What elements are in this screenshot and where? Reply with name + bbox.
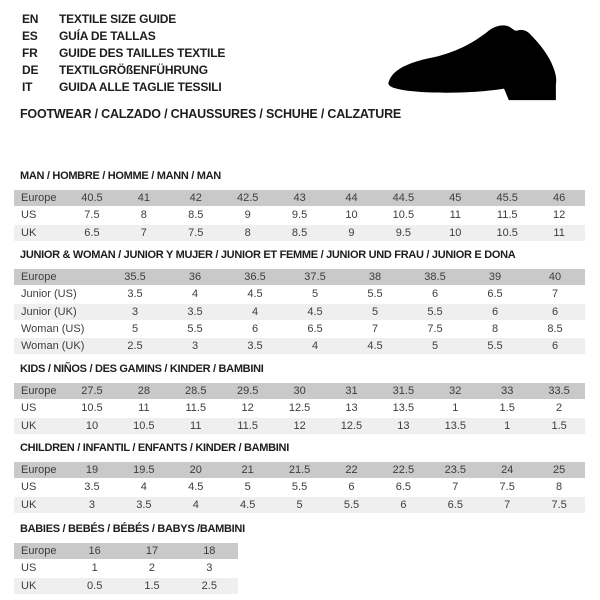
size-cell: 8.5 bbox=[547, 322, 563, 335]
size-cell: 4 bbox=[192, 498, 199, 511]
section-title: JUNIOR & WOMAN / JUNIOR Y MUJER / JUNIOR ET FEMME / JUNIOR UND FRAU / JUNIOR E DONA bbox=[20, 249, 516, 261]
language-row-de bbox=[22, 62, 225, 79]
size-cell: 40.5 bbox=[81, 192, 103, 204]
size-cell: 17 bbox=[145, 545, 159, 557]
size-cell: 6.5 bbox=[447, 498, 463, 511]
size-cell: 42.5 bbox=[236, 192, 259, 204]
size-cell: 2 bbox=[556, 402, 563, 415]
language-code: IT bbox=[22, 80, 33, 94]
size-cell: 3 bbox=[88, 498, 96, 511]
size-table-children bbox=[14, 462, 585, 514]
size-cell: 5 bbox=[431, 340, 439, 353]
size-cell: 5.5 bbox=[343, 498, 360, 511]
table-row bbox=[14, 321, 585, 338]
size-cell: 1.5 bbox=[144, 579, 160, 592]
size-cell: 10.5 bbox=[392, 209, 415, 222]
size-cell: 9 bbox=[348, 226, 355, 239]
size-cell: 12.5 bbox=[340, 419, 363, 432]
size-cell: 3.5 bbox=[136, 498, 152, 511]
table-header-row bbox=[14, 269, 585, 286]
size-cell: 8 bbox=[140, 209, 147, 222]
language-code: ES bbox=[22, 29, 38, 43]
language-label: GUIDA ALLE TAGLIE TESSILI bbox=[59, 80, 222, 94]
size-cell: 13.5 bbox=[444, 419, 466, 432]
size-cell: 44.5 bbox=[392, 192, 415, 204]
size-cell: 4 bbox=[140, 481, 147, 494]
size-cell: 3.5 bbox=[247, 340, 263, 353]
size-cell: 41 bbox=[137, 192, 150, 204]
size-cell: 46 bbox=[552, 192, 566, 204]
size-cell: 2.5 bbox=[127, 340, 143, 353]
size-cell: 4 bbox=[251, 305, 259, 318]
size-cell: 18 bbox=[203, 545, 216, 557]
size-cell: 11 bbox=[138, 402, 150, 415]
size-cell: 12 bbox=[241, 402, 254, 415]
size-cell: 11 bbox=[449, 209, 461, 222]
size-cell: 11.5 bbox=[237, 419, 258, 432]
size-cell: 12 bbox=[293, 419, 306, 432]
table-header-row bbox=[14, 383, 585, 400]
language-code: FR bbox=[22, 46, 38, 60]
size-cell: 11 bbox=[190, 419, 202, 432]
size-cell: 10 bbox=[345, 209, 358, 222]
size-cell: 5 bbox=[311, 288, 319, 301]
table-row bbox=[14, 578, 238, 595]
size-cell: 5 bbox=[131, 322, 139, 335]
table-header-row bbox=[14, 190, 585, 207]
size-cell: 11 bbox=[553, 226, 565, 239]
size-cell: 7.5 bbox=[84, 209, 100, 222]
row-label: US bbox=[21, 209, 37, 222]
row-label: Woman (US) bbox=[21, 322, 85, 335]
size-cell: 8 bbox=[556, 481, 563, 494]
language-row-it bbox=[22, 79, 225, 96]
language-label: TEXTILGRÖßENFÜHRUNG bbox=[59, 63, 208, 77]
size-cell: 8 bbox=[244, 226, 251, 239]
size-cell: 10 bbox=[449, 226, 462, 239]
size-cell: 1.5 bbox=[551, 419, 567, 432]
size-cell: 4.5 bbox=[240, 498, 256, 511]
size-cell: 5 bbox=[244, 481, 251, 494]
size-cell: 12.5 bbox=[288, 402, 311, 415]
language-code: EN bbox=[22, 12, 39, 26]
table-row bbox=[14, 400, 585, 417]
size-cell: 22 bbox=[345, 464, 358, 476]
section-babies bbox=[14, 523, 245, 595]
table-header-row bbox=[14, 543, 238, 560]
size-cell: 3.5 bbox=[127, 288, 143, 301]
size-cell: 2.5 bbox=[201, 579, 217, 592]
row-label: UK bbox=[21, 226, 37, 239]
size-cell: 21.5 bbox=[288, 464, 311, 476]
section-children bbox=[14, 442, 585, 514]
size-cell: 33.5 bbox=[548, 385, 570, 397]
size-cell: 45.5 bbox=[496, 192, 518, 204]
table-row bbox=[14, 418, 585, 435]
language-list bbox=[22, 11, 225, 96]
table-row bbox=[14, 338, 585, 355]
size-cell: 42 bbox=[189, 192, 202, 204]
row-label: US bbox=[21, 562, 37, 575]
size-cell: 2 bbox=[148, 562, 156, 575]
size-cell: 11.5 bbox=[496, 209, 518, 222]
size-cell: 10.5 bbox=[81, 402, 103, 415]
size-cell: 8.5 bbox=[291, 226, 308, 239]
size-cell: 4.5 bbox=[247, 288, 263, 301]
table-row bbox=[14, 225, 585, 242]
size-table-babies bbox=[14, 543, 238, 595]
size-cell: 4 bbox=[191, 288, 199, 301]
size-cell: 23.5 bbox=[444, 464, 466, 476]
size-cell: 30 bbox=[293, 385, 306, 397]
language-row-es bbox=[22, 28, 225, 45]
table-header-row bbox=[14, 462, 585, 479]
size-table-kids bbox=[14, 383, 585, 435]
size-cell: 9 bbox=[244, 209, 251, 222]
size-cell: 6.5 bbox=[84, 226, 100, 239]
size-cell: 7.5 bbox=[551, 498, 567, 511]
size-cell: 5.5 bbox=[187, 322, 203, 335]
language-row-fr bbox=[22, 45, 225, 62]
size-cell: 24 bbox=[501, 464, 514, 476]
size-cell: 4.5 bbox=[367, 340, 383, 353]
size-cell: 10 bbox=[85, 419, 99, 432]
row-label: UK bbox=[21, 498, 37, 511]
size-cell: 31.5 bbox=[392, 385, 415, 397]
size-cell: 20 bbox=[189, 464, 202, 476]
size-cell: 5.5 bbox=[291, 481, 308, 494]
size-cell: 4.5 bbox=[188, 481, 204, 494]
size-cell: 9.5 bbox=[291, 209, 308, 222]
size-cell: 38.5 bbox=[424, 271, 446, 283]
size-cell: 6 bbox=[491, 305, 499, 318]
section-junior-woman bbox=[14, 249, 585, 355]
row-label: Europe bbox=[21, 464, 57, 476]
size-cell: 12 bbox=[552, 209, 566, 222]
row-label: Junior (UK) bbox=[21, 305, 77, 318]
size-cell: 5 bbox=[371, 305, 379, 318]
size-cell: 16 bbox=[88, 545, 101, 557]
size-cell: 3 bbox=[191, 340, 199, 353]
language-code: DE bbox=[22, 63, 39, 77]
table-row bbox=[14, 497, 585, 514]
size-cell: 27.5 bbox=[81, 385, 103, 397]
language-label: GUÍA DE TALLAS bbox=[59, 29, 156, 43]
size-cell: 1 bbox=[452, 402, 459, 415]
size-cell: 8.5 bbox=[188, 209, 204, 222]
language-row-en bbox=[22, 11, 225, 28]
row-label: Europe bbox=[21, 385, 57, 397]
size-cell: 28.5 bbox=[185, 385, 207, 397]
size-cell: 0.5 bbox=[87, 579, 103, 592]
size-cell: 35.5 bbox=[124, 271, 146, 283]
size-cell: 10.5 bbox=[496, 226, 518, 239]
size-cell: 4 bbox=[311, 340, 319, 353]
row-label: Europe bbox=[21, 271, 57, 283]
section-kids bbox=[14, 363, 585, 435]
size-cell: 11.5 bbox=[185, 402, 207, 415]
size-cell: 7.5 bbox=[499, 481, 515, 494]
size-cell: 6 bbox=[551, 305, 559, 318]
row-label: US bbox=[21, 402, 37, 415]
size-cell: 5.5 bbox=[367, 288, 383, 301]
size-cell: 5.5 bbox=[487, 340, 503, 353]
size-cell: 6.5 bbox=[395, 481, 412, 494]
size-cell: 22.5 bbox=[392, 464, 415, 476]
section-title: BABIES / BEBÉS / BÉBÉS / BABYS /BAMBINI bbox=[20, 523, 245, 535]
language-label: TEXTILE SIZE GUIDE bbox=[59, 12, 177, 26]
size-cell: 13 bbox=[345, 402, 358, 415]
size-cell: 6.5 bbox=[307, 322, 323, 335]
section-man bbox=[14, 170, 585, 242]
size-cell: 7.5 bbox=[188, 226, 204, 239]
size-cell: 5.5 bbox=[427, 305, 443, 318]
size-cell: 6 bbox=[400, 498, 407, 511]
table-row bbox=[14, 560, 238, 577]
size-cell: 6.5 bbox=[487, 288, 503, 301]
size-cell: 40 bbox=[548, 271, 562, 283]
size-cell: 32 bbox=[449, 385, 462, 397]
row-label: US bbox=[21, 481, 37, 494]
row-label: Woman (UK) bbox=[21, 340, 85, 353]
size-cell: 8 bbox=[491, 322, 499, 335]
row-label: Europe bbox=[21, 192, 57, 204]
size-cell: 6 bbox=[251, 322, 259, 335]
size-cell: 7 bbox=[504, 498, 511, 511]
size-cell: 10.5 bbox=[133, 419, 155, 432]
size-cell: 7 bbox=[551, 288, 559, 301]
size-cell: 38 bbox=[368, 271, 382, 283]
size-cell: 45 bbox=[449, 192, 462, 204]
size-cell: 4.5 bbox=[307, 305, 323, 318]
row-label: UK bbox=[21, 579, 37, 592]
size-cell: 5 bbox=[296, 498, 303, 511]
size-cell: 44 bbox=[345, 192, 358, 204]
size-cell: 29.5 bbox=[236, 385, 259, 397]
size-cell: 39 bbox=[488, 271, 502, 283]
size-cell: 7 bbox=[452, 481, 459, 494]
size-cell: 7.5 bbox=[427, 322, 443, 335]
size-cell: 6 bbox=[431, 288, 439, 301]
size-cell: 13.5 bbox=[392, 402, 415, 415]
size-cell: 13 bbox=[397, 419, 410, 432]
size-cell: 19.5 bbox=[133, 464, 155, 476]
row-label: Junior (US) bbox=[21, 288, 77, 301]
size-cell: 1 bbox=[91, 562, 98, 575]
size-cell: 28 bbox=[137, 385, 150, 397]
section-title: CHILDREN / INFANTIL / ENFANTS / KINDER / BAMBINI bbox=[20, 442, 289, 454]
language-label: GUIDE DES TAILLES TEXTILE bbox=[59, 46, 226, 60]
size-cell: 7 bbox=[371, 322, 379, 335]
size-cell: 3.5 bbox=[84, 481, 100, 494]
size-cell: 36 bbox=[188, 271, 202, 283]
table-row bbox=[14, 207, 585, 224]
size-table-man bbox=[14, 190, 585, 242]
size-cell: 1.5 bbox=[499, 402, 515, 415]
size-cell: 9.5 bbox=[395, 226, 412, 239]
size-cell: 3 bbox=[131, 305, 139, 318]
size-cell: 25 bbox=[552, 464, 566, 476]
size-cell: 33 bbox=[501, 385, 514, 397]
table-row bbox=[14, 479, 585, 496]
size-cell: 31 bbox=[345, 385, 358, 397]
size-cell: 1 bbox=[504, 419, 511, 432]
row-label: Europe bbox=[21, 545, 57, 557]
size-cell: 6 bbox=[348, 481, 355, 494]
size-cell: 6 bbox=[551, 340, 559, 353]
size-cell: 7 bbox=[140, 226, 147, 239]
size-cell: 19 bbox=[85, 464, 99, 476]
size-cell: 36.5 bbox=[244, 271, 266, 283]
dress-shoe-icon bbox=[385, 20, 577, 108]
section-title: MAN / HOMBRE / HOMME / MANN / MAN bbox=[20, 170, 221, 182]
size-cell: 37.5 bbox=[304, 271, 326, 283]
size-cell: 43 bbox=[293, 192, 306, 204]
table-row bbox=[14, 304, 585, 321]
category-line: FOOTWEAR / CALZADO / CHAUSSURES / SCHUHE / CALZATURE bbox=[20, 107, 402, 121]
table-row bbox=[14, 286, 585, 303]
section-title: KIDS / NIÑOS / DES GAMINS / KINDER / BAMBINI bbox=[20, 363, 264, 375]
size-cell: 21 bbox=[241, 464, 254, 476]
row-label: UK bbox=[21, 419, 37, 432]
size-cell: 3 bbox=[206, 562, 213, 575]
size-table-junior-woman bbox=[14, 269, 585, 355]
size-cell: 3.5 bbox=[187, 305, 203, 318]
